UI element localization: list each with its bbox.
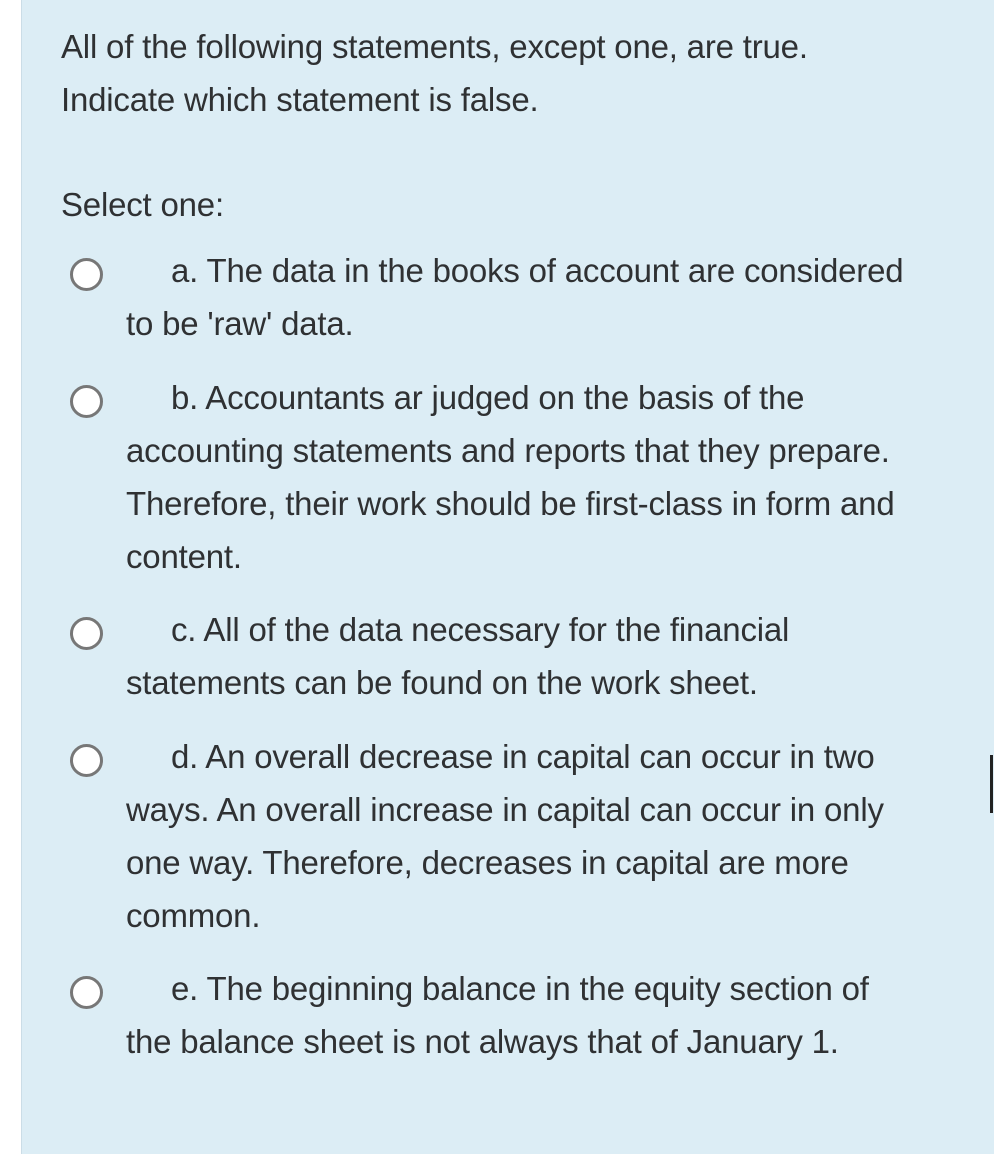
select-one-label: Select one: (61, 186, 224, 223)
option-text-e[interactable]: e. The beginning balance in the equity section of the balance sheet is not always that of January 1. (126, 970, 869, 1060)
radio-button-e[interactable] (70, 976, 103, 1009)
scrollbar-edge-indicator (990, 755, 993, 813)
option-text-d[interactable]: d. An overall decrease in capital can occur in two ways. An overall increase in capital can occur in only one way. Therefore, decreases in capital are more common. (126, 738, 884, 934)
option-text-a[interactable]: a. The data in the books of account are considered to be 'raw' data. (126, 252, 904, 342)
option-text-c[interactable]: c. All of the data necessary for the financial statements can be found on the work sheet. (126, 611, 790, 701)
radio-button-d[interactable] (70, 744, 103, 777)
radio-button-a[interactable] (70, 258, 103, 291)
radio-button-c[interactable] (70, 617, 103, 650)
option-text-b[interactable]: b. Accountants ar judged on the basis of the accounting statements and reports that they prepare. Therefore, their work should be first-class in form and content. (126, 379, 895, 575)
question-text: All of the following statements, except one, are true. Indicate which statement is false. (61, 28, 808, 118)
radio-button-b[interactable] (70, 385, 103, 418)
